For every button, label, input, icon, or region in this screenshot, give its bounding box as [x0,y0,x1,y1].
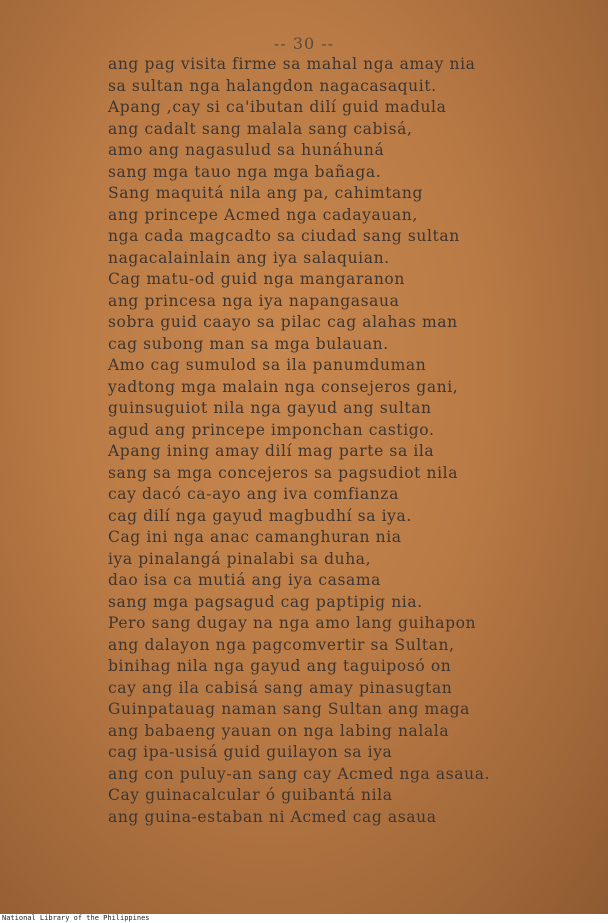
text-line: Sang maquitá nila ang pa, cahimtang [108,184,423,202]
text-line: cag ipa-usisá guid guilayon sa iya [108,743,393,761]
text-line: cag subong man sa mga bulauan. [108,334,389,353]
text-line: iya pinalangá pinalabi sa duha, [108,549,372,568]
text-line: nagacalainlain ang iya salaquian. [108,248,390,267]
text-line: Guinpatauag naman sang Sultan ang maga [108,700,471,718]
text-line: amo ang nagasulud sa hunáhuná [108,141,385,159]
text-line: ang princepe Acmed nga cadayauan, [108,205,418,224]
text-line: ang princesa nga iya napangasaua [108,291,400,310]
text-line: agud ang princepe imponchan castigo. [108,420,435,439]
text-line: Cag ini nga anac camanghuran nia [108,528,402,546]
text-line: Apang ining amay dilí mag parte sa ila [108,442,435,460]
text-line: cay ang ila cabisá sang amay pinasugtan [108,678,453,697]
text-line: guinsuguiot nila nga gayud ang sultan [108,399,432,417]
text-line: sobra guid caayo sa pilac cag alahas man [108,313,458,331]
text-line: sang mga pagsagud cag paptipig nia. [108,592,423,611]
library-credit: National Library of the Philippines [0,914,608,923]
text-line: ang pag visita firme sa mahal nga amay nia [108,55,476,73]
text-line: ang guina-estaban ni Acmed cag asaua [108,807,437,826]
text-line: Cay guinacalcular ó guibantá nila [108,786,393,804]
text-line: yadtong mga malain nga consejeros gani, [108,377,459,396]
text-line: Pero sang dugay na nga amo lang guihapon [108,614,477,632]
text-line: Amo cag sumulod sa ila panumduman [108,356,427,374]
text-line: Apang ,cay si ca'ibutan dilí guid madula [108,98,447,116]
page-number: -- 30 -- [273,34,335,53]
poem-text [108,54,548,828]
text-line: cay dacó ca-ayo ang iva comfianza [108,485,399,503]
text-line: ang con puluy-an sang cay Acmed nga asaua. [108,764,491,783]
text-line: Cag matu-od guid nga mangaranon [108,270,405,288]
text-line: dao isa ca mutiá ang iya casama [108,571,381,589]
text-line: sang sa mga concejeros sa pagsudiot nila [108,463,459,482]
text-line: binihag nila nga gayud ang taguiposó on [108,657,452,675]
text-line: cag dilí nga gayud magbudhí sa iya. [108,506,412,525]
text-line: nga cada magcadto sa ciudad sang sultan [108,227,460,245]
text-line: ang cadalt sang malala sang cabisá, [108,119,413,138]
text-line: sang mga tauo nga mga bañaga. [108,162,382,181]
text-line: ang dalayon nga pagcomvertir sa Sultan, [108,635,455,654]
text-line: ang babaeng yauan on nga labing nalala [108,721,450,740]
text-line: sa sultan nga halangdon nagacasaquit. [108,76,437,95]
